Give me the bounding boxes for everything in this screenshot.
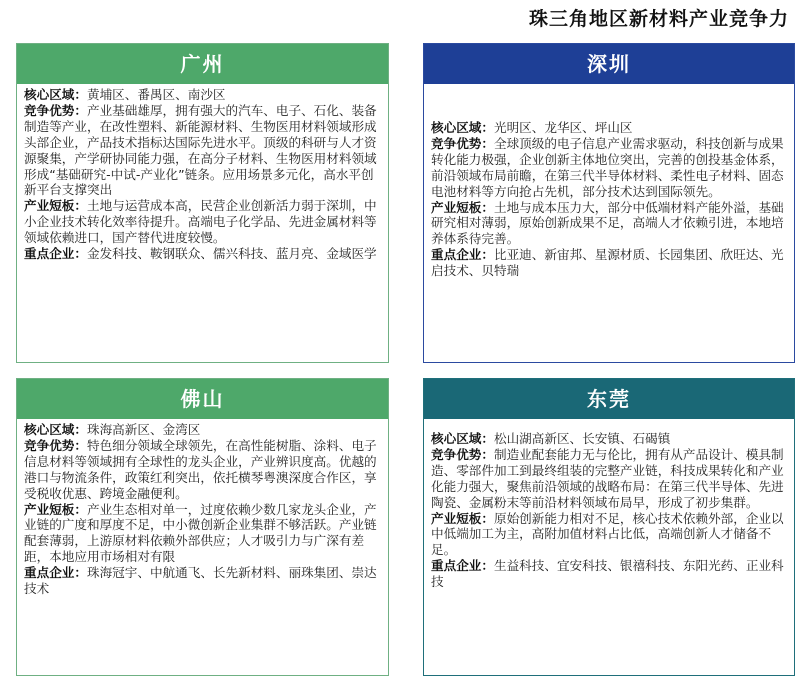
card-guangzhou [16,43,389,363]
companies-row [24,246,381,262]
advantage-label: 竞争优势： [431,135,494,151]
card-header: 东莞 [424,379,794,419]
companies-text: 比亚迪、新宙邦、星源材质、长园集团、欣旺达、光启技术、贝特瑞 [431,247,784,279]
core-area-label: 核心区域： [431,120,494,135]
core-area-text: 黄埔区、番禺区、南沙区 [86,87,226,102]
weakness-row [431,200,787,248]
companies-label: 重点企业： [24,246,87,262]
card-header: 深圳 [424,44,794,84]
weakness-text: 产业生态相对单一，过度依赖少数几家龙头企业，产业链的广度和厚度不足，中小微创新企业集群不够活跃。产业链配套薄弱，上游原材料依赖外部供应；人才吸引力与广深有差距，本地应用市场相对有限 [24,501,377,565]
weakness-text: 土地与运营成本高，民营企业创新活力弱于深圳，中小企业技术转化效率待提升。高端电子化学品、先进金属材料等领域依赖进口，国产替代进度较慢。 [24,198,377,246]
companies-row [431,247,787,279]
advantage-row [431,447,787,511]
companies-text: 金发科技、鞍钢联众、儒兴科技、蓝月亮、金域医学 [86,246,377,262]
core-area-label: 核心区域： [24,422,87,437]
core-area-row [24,87,381,103]
advantage-text: 全球顶级的电子信息产业需求驱动，科技创新与成果转化能力极强，企业创新主体地位突出，完善的创投基金体系，前沿领域布局前瞻，在第三代半导体材料、柔性电子材料、固态电池材料等方向抢占先机，部分技术达到国际领先。 [431,135,784,199]
card-header: 广州 [17,44,388,84]
advantage-row [24,103,381,198]
advantage-row [431,136,787,200]
core-area-text: 光明区、龙华区、坪山区 [493,120,633,135]
core-area-label: 核心区域： [431,431,494,446]
card-body [17,419,388,597]
companies-label: 重点企业： [24,565,87,581]
core-area-label: 核心区域： [24,87,87,102]
core-area-row [431,120,787,136]
advantage-label: 竞争优势： [24,102,87,118]
weakness-row [24,198,381,246]
core-area-row [24,422,381,438]
weakness-row [24,502,381,566]
advantage-text: 制造业配套能力无与伦比，拥有从产品设计、模具制造、零部件加工到最终组装的完整产业链，科技成果转化和产业化能力强大，聚焦前沿领域的战略布局：在第三代半导体、先进陶瓷、金属粉末等前沿材料领域布局早，形成了初步集群。 [431,446,784,510]
companies-label: 重点企业： [431,558,494,574]
weakness-row [431,511,787,559]
weakness-label: 产业短板： [431,510,494,526]
companies-row [431,558,787,590]
companies-text: 生益科技、宜安科技、银禧科技、东阳光药、正业科技 [431,558,784,590]
weakness-label: 产业短板： [24,198,87,214]
advantage-label: 竞争优势： [24,437,87,453]
core-area-text: 珠海高新区、金湾区 [86,422,201,437]
weakness-label: 产业短板： [431,199,494,215]
core-area-row [431,431,787,447]
core-area-text: 松山湖高新区、长安镇、石碣镇 [493,431,671,446]
card-header: 佛山 [17,379,388,419]
advantage-label: 竞争优势： [431,446,494,462]
weakness-label: 产业短板： [24,501,87,517]
companies-text: 珠海冠宇、中航通飞、长先新材料、丽珠集团、崇达技术 [24,565,377,597]
advantage-row [24,438,381,502]
weakness-text: 土地与成本压力大，部分中低端材料产能外溢，基础研究相对薄弱，原始创新成果不足，高端人才依赖引进，本地培养体系待完善。 [431,199,784,247]
card-foshan [16,378,389,676]
advantage-text: 特色细分领域全球领先，在高性能树脂、涂料、电子信息材料等领域拥有全球性的龙头企业，产业辨识度高。优越的港口与物流条件，政策红利突出，依托横琴粤澳深度合作区，享受税收优惠、跨境金融便利。 [24,437,377,501]
advantage-text: 产业基础雄厚，拥有强大的汽车、电子、石化、装备制造等产业，在改性塑料、新能源材料、生物医用材料领域形成头部企业，产品技术指标达国际先进水平。顶级的科研与人才资源聚集，产学研协同能力强，在高分子材料、生物医用材料领域形成“基础研究-中试-产业化”链条。应用场景多元化，高水平创新平台支撑突出 [24,102,377,198]
card-body [424,419,794,590]
companies-row [24,565,381,597]
card-body [424,84,794,279]
card-body [17,84,388,262]
companies-label: 重点企业： [431,247,494,263]
page-title: 珠三角地区新材料产业竞争力 [528,8,789,30]
card-shenzhen [423,43,795,363]
card-dongguan [423,378,795,676]
weakness-text: 原始创新能力相对不足，核心技术依赖外部，企业以中低端加工为主，高附加值材料占比低，高端创新人才储备不足。 [431,510,784,558]
